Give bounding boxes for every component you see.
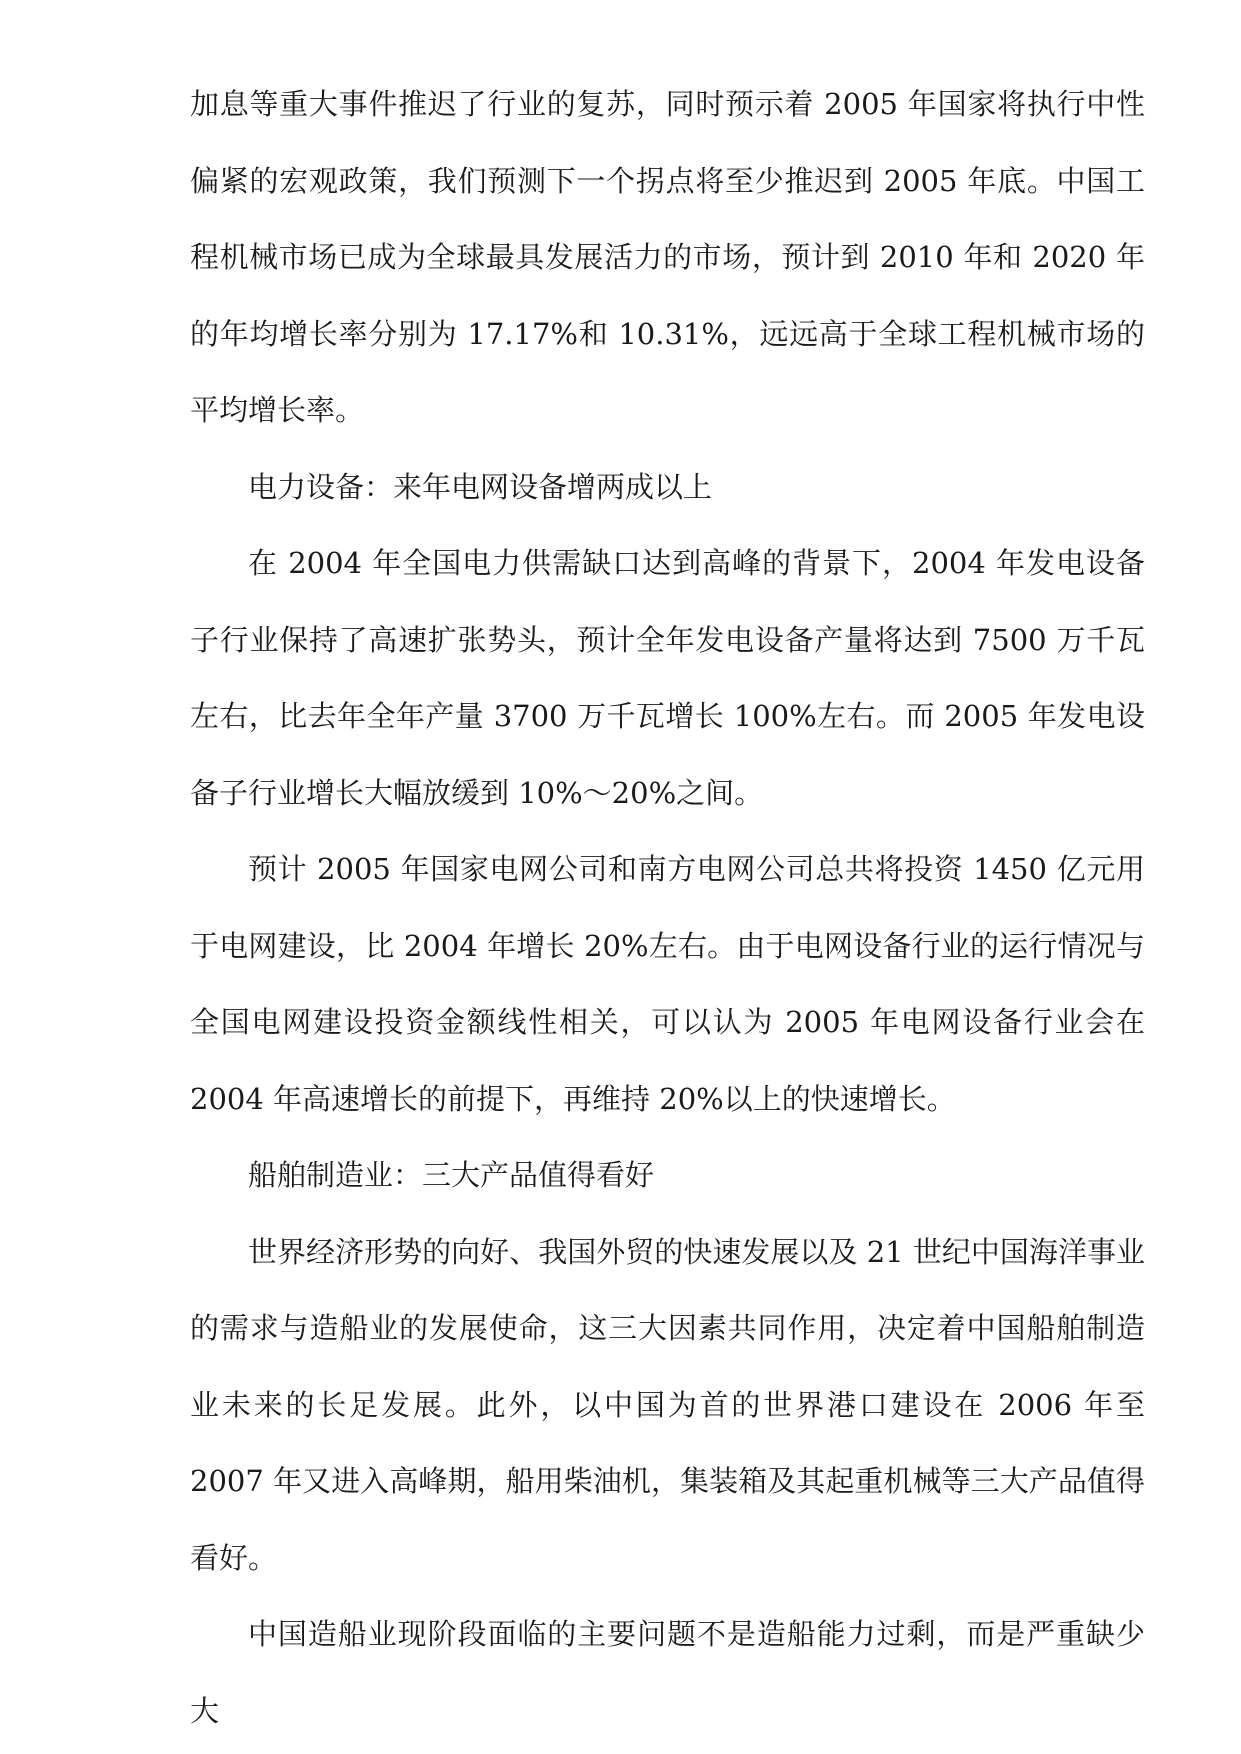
document-body bbox=[190, 66, 1145, 1749]
paragraph-grid-investment: 预计 2005 年国家电网公司和南方电网公司总共将投资 1450 亿元用于电网建设，比 2004 年增长 20%左右。由于电网设备行业的运行情况与全国电网建设投资金额线性相关，可以认为 2005 年电网设备行业会在 2004 年高速增长的前提下，再维持 20%以上的快速增长。 bbox=[190, 852, 1145, 1116]
paragraph-power-generation: 在 2004 年全国电力供需缺口达到高峰的背景下，2004 年发电设备子行业保持了高速扩张势头，预计全年发电设备产量将达到 7500 万千瓦左右，比去年全年产量 3700 万千瓦增长 100%左右。而 2005 年发电设备子行业增长大幅放缓到 10%～20%之间。 bbox=[190, 546, 1145, 810]
paragraph-shipbuilding-problems: 中国造船业现阶段面临的主要问题不是造船能力过剩，而是严重缺少大 bbox=[190, 1617, 1145, 1728]
paragraph-shipbuilding-factors: 世界经济形势的向好、我国外贸的快速发展以及 21 世纪中国海洋事业的需求与造船业的发展使命，这三大因素共同作用，决定着中国船舶制造业未来的长足发展。此外，以中国为首的世界港口建设在 2006 年至 2007 年又进入高峰期，船用柴油机，集装箱及其起重机械等三大产品值得看好。 bbox=[190, 1234, 1145, 1575]
section-heading-shipbuilding: 船舶制造业：三大产品值得看好 bbox=[248, 1158, 655, 1192]
section-heading-power-equipment: 电力设备：来年电网设备增两成以上 bbox=[248, 469, 713, 504]
paragraph-machinery-outlook: 加息等重大事件推迟了行业的复苏，同时预示着 2005 年国家将执行中性偏紧的宏观政策，我们预测下一个拐点将至少推迟到 2005 年底。中国工程机械市场已成为全球最具发展活力的市场，预计到 2010 年和 2020 年的年均增长率分别为 17.17%和 10.31%，远远高于全球工程机械市场的平均增长率。 bbox=[190, 87, 1145, 427]
